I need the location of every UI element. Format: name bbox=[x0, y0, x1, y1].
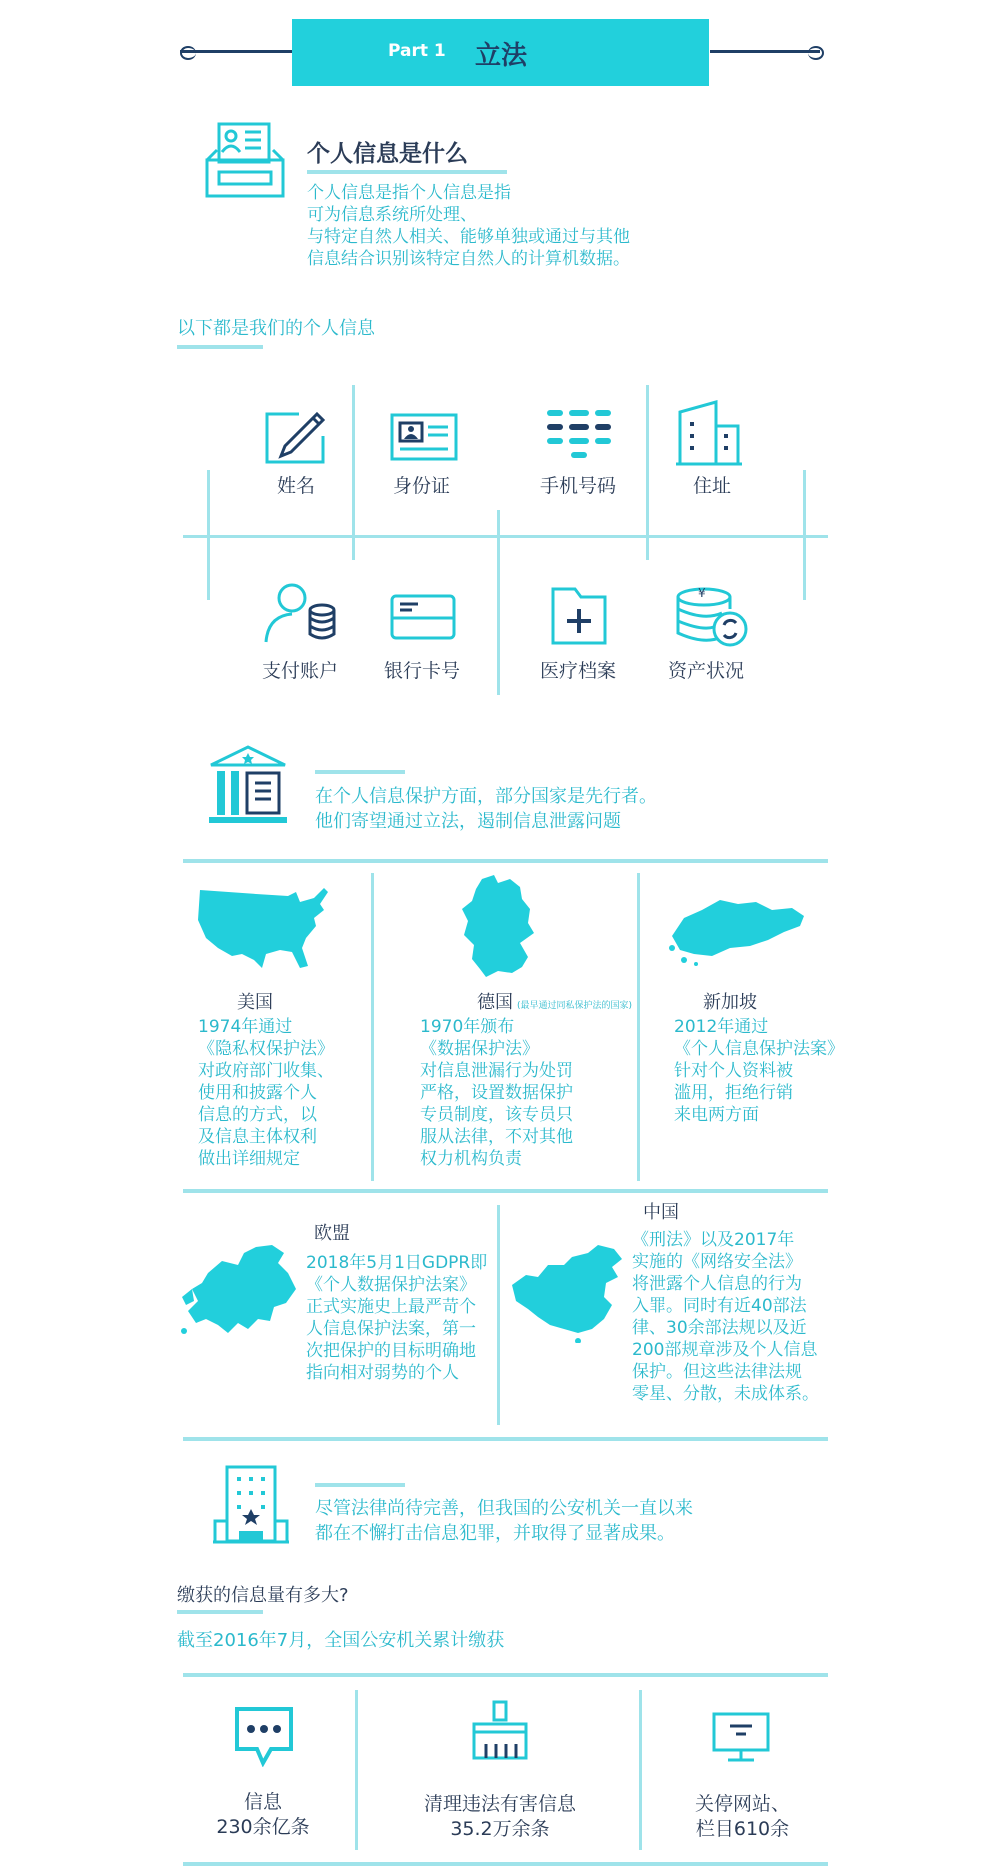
germany-map-icon bbox=[458, 873, 544, 981]
pioneers-overline bbox=[315, 770, 405, 774]
stat-line1: 信息 bbox=[243, 1791, 282, 1813]
police-overline bbox=[315, 1483, 405, 1487]
section-rule bbox=[183, 1437, 828, 1441]
keypad-icon bbox=[546, 408, 612, 466]
stat-line2: 栏目610余 bbox=[695, 1818, 790, 1840]
police-line: 都在不懈打击信息犯罪，并取得了显著成果。 bbox=[315, 1523, 675, 1544]
country-line: 入罪。同时有近40部法 bbox=[632, 1296, 807, 1316]
section-rule bbox=[183, 1189, 828, 1193]
user-coins-icon bbox=[264, 582, 338, 644]
section-rule bbox=[183, 1673, 828, 1677]
header-title: 立法 bbox=[475, 41, 528, 71]
info-label-id-card: 身份证 bbox=[393, 475, 451, 497]
country-name-germany: 德国 bbox=[477, 992, 513, 1013]
chat-bubble-icon bbox=[233, 1705, 295, 1767]
country-line: 正式实施史上最严苛个 bbox=[306, 1297, 476, 1317]
seized-question: 缴获的信息量有多大? bbox=[177, 1585, 349, 1606]
country-line: 《隐私权保护法》 bbox=[198, 1039, 334, 1059]
country-line: 次把保护的目标明确地 bbox=[306, 1341, 476, 1361]
bank-card-icon bbox=[390, 594, 456, 640]
header-ornament-right-curl bbox=[808, 46, 824, 60]
country-line: 律、30余部法规以及近 bbox=[632, 1318, 807, 1338]
what-is-title: 个人信息是什么 bbox=[307, 141, 468, 167]
country-line: 实施的《网络安全法》 bbox=[632, 1252, 802, 1272]
pioneers-line: 他们寄望通过立法，遏制信息泄露问题 bbox=[315, 811, 621, 832]
stat-cleaned-count bbox=[400, 1792, 600, 1842]
asset-database-icon bbox=[674, 585, 750, 649]
country-line: 人信息保护法案，第一 bbox=[306, 1319, 476, 1339]
grid-divider bbox=[803, 470, 806, 600]
europe-map-icon bbox=[178, 1243, 300, 1341]
header-ornament-right bbox=[710, 50, 820, 53]
personal-info-heading: 以下都是我们的个人信息 bbox=[177, 318, 375, 339]
monitor-icon bbox=[710, 1710, 772, 1764]
info-label-name: 姓名 bbox=[277, 475, 316, 497]
country-divider bbox=[371, 873, 374, 1181]
grid-divider bbox=[646, 385, 649, 560]
country-line: 服从法律，不对其他 bbox=[420, 1127, 573, 1147]
stat-divider bbox=[355, 1690, 358, 1850]
stat-line1: 清理违法有害信息 bbox=[423, 1793, 576, 1815]
country-line: 权力机构负责 bbox=[420, 1149, 522, 1169]
country-text-china bbox=[632, 1229, 819, 1405]
country-divider bbox=[637, 873, 640, 1181]
country-text-singapore bbox=[674, 1016, 844, 1126]
country-line: 1974年通过 bbox=[198, 1017, 293, 1037]
country-line: 《个人数据保护法案》 bbox=[306, 1275, 476, 1295]
country-name-eu: 欧盟 bbox=[314, 1223, 350, 1244]
section-rule bbox=[183, 859, 828, 863]
country-line: 做出详细规定 bbox=[198, 1149, 300, 1169]
stat-line2: 35.2万余条 bbox=[450, 1818, 550, 1840]
country-name-china: 中国 bbox=[643, 1202, 679, 1223]
pencil-icon bbox=[263, 410, 327, 466]
info-label-bank-card: 银行卡号 bbox=[384, 660, 461, 682]
header-ornament-left-curl bbox=[180, 46, 196, 60]
what-is-underline bbox=[307, 170, 507, 174]
china-map-icon bbox=[508, 1243, 626, 1343]
brush-icon bbox=[470, 1700, 530, 1762]
what-is-line: 与特定自然人相关、能够单独或通过与其他 bbox=[307, 227, 630, 247]
stat-line1: 关停网站、 bbox=[694, 1793, 790, 1815]
country-divider bbox=[497, 1205, 500, 1425]
country-line: 2012年通过 bbox=[674, 1017, 769, 1037]
country-line: 2018年5月1日GDPR即 bbox=[306, 1253, 488, 1273]
stat-sites-closed bbox=[665, 1792, 820, 1842]
info-label-address: 住址 bbox=[693, 475, 732, 497]
stat-divider bbox=[639, 1690, 642, 1850]
pioneers-line: 在个人信息保护方面，部分国家是先行者。 bbox=[315, 786, 657, 807]
country-note-germany: (最早通过同私保护法的国家) bbox=[517, 1001, 633, 1011]
info-label-phone: 手机号码 bbox=[540, 475, 617, 497]
country-line: 针对个人资料被 bbox=[674, 1061, 793, 1081]
country-line: 专员制度，该专员只 bbox=[420, 1105, 573, 1125]
usa-map-icon bbox=[196, 882, 334, 974]
country-line: 指向相对弱势的个人 bbox=[306, 1363, 459, 1383]
header-part: Part 1 bbox=[388, 41, 446, 61]
country-line: 《刑法》以及2017年 bbox=[632, 1230, 795, 1250]
building-icon bbox=[676, 400, 742, 466]
grid-divider bbox=[207, 470, 210, 600]
grid-divider bbox=[352, 385, 355, 560]
medical-folder-icon bbox=[551, 587, 607, 645]
pioneers-paragraph bbox=[315, 784, 657, 834]
header-ornament-left bbox=[180, 50, 295, 53]
country-line: 使用和披露个人 bbox=[198, 1083, 317, 1103]
country-line: 200部规章涉及个人信息 bbox=[632, 1340, 818, 1360]
country-line: 零星、分散，未成体系。 bbox=[632, 1384, 819, 1404]
svg-text:¥: ¥ bbox=[698, 586, 706, 600]
grid-divider bbox=[497, 510, 500, 695]
info-label-medical: 医疗档案 bbox=[540, 660, 617, 682]
police-paragraph bbox=[315, 1496, 693, 1546]
what-is-line: 个人信息是指个人信息是指 bbox=[307, 183, 511, 203]
info-label-assets: 资产状况 bbox=[668, 660, 745, 682]
stat-line2: 230余亿条 bbox=[216, 1816, 310, 1838]
country-line: 《数据保护法》 bbox=[420, 1039, 539, 1059]
country-name-singapore: 新加坡 bbox=[703, 992, 757, 1013]
id-tray-icon bbox=[205, 120, 285, 200]
country-line: 及信息主体权利 bbox=[198, 1127, 317, 1147]
what-is-line: 信息结合识别该特定自然人的计算机数据。 bbox=[307, 249, 630, 269]
police-line: 尽管法律尚待完善，但我国的公安机关一直以来 bbox=[315, 1498, 693, 1519]
country-line: 严格，设置数据保护 bbox=[420, 1083, 573, 1103]
country-text-germany bbox=[420, 1016, 573, 1170]
country-line: 1970年颁布 bbox=[420, 1017, 515, 1037]
country-line: 《个人信息保护法案》 bbox=[674, 1039, 844, 1059]
section-rule bbox=[183, 1862, 828, 1866]
country-line: 对信息泄漏行为处罚 bbox=[420, 1061, 573, 1081]
country-line: 滥用，拒绝行销 bbox=[674, 1083, 793, 1103]
seized-subtitle: 截至2016年7月，全国公安机关累计缴获 bbox=[177, 1630, 505, 1651]
stat-info-count bbox=[182, 1790, 344, 1840]
country-line: 信息的方式，以 bbox=[198, 1105, 317, 1125]
police-building-icon bbox=[213, 1465, 289, 1545]
seized-question-underline bbox=[177, 1610, 263, 1614]
what-is-paragraph bbox=[307, 182, 630, 270]
country-name-usa: 美国 bbox=[237, 992, 273, 1013]
what-is-line: 可为信息系统所处理、 bbox=[307, 205, 477, 225]
info-label-payment: 支付账户 bbox=[262, 660, 339, 682]
country-line: 对政府部门收集、 bbox=[198, 1061, 334, 1081]
personal-info-heading-underline bbox=[177, 345, 263, 349]
country-line: 保护。但这些法律法规 bbox=[632, 1362, 802, 1382]
header-banner bbox=[292, 19, 709, 86]
grid-horizontal-line bbox=[183, 535, 828, 538]
country-line: 来电两方面 bbox=[674, 1105, 759, 1125]
courthouse-icon bbox=[207, 745, 289, 827]
id-card-icon bbox=[390, 413, 458, 463]
country-line: 将泄露个人信息的行为 bbox=[632, 1274, 802, 1294]
country-text-eu bbox=[306, 1252, 487, 1384]
singapore-map-icon bbox=[664, 896, 810, 968]
country-text-usa bbox=[198, 1016, 334, 1170]
